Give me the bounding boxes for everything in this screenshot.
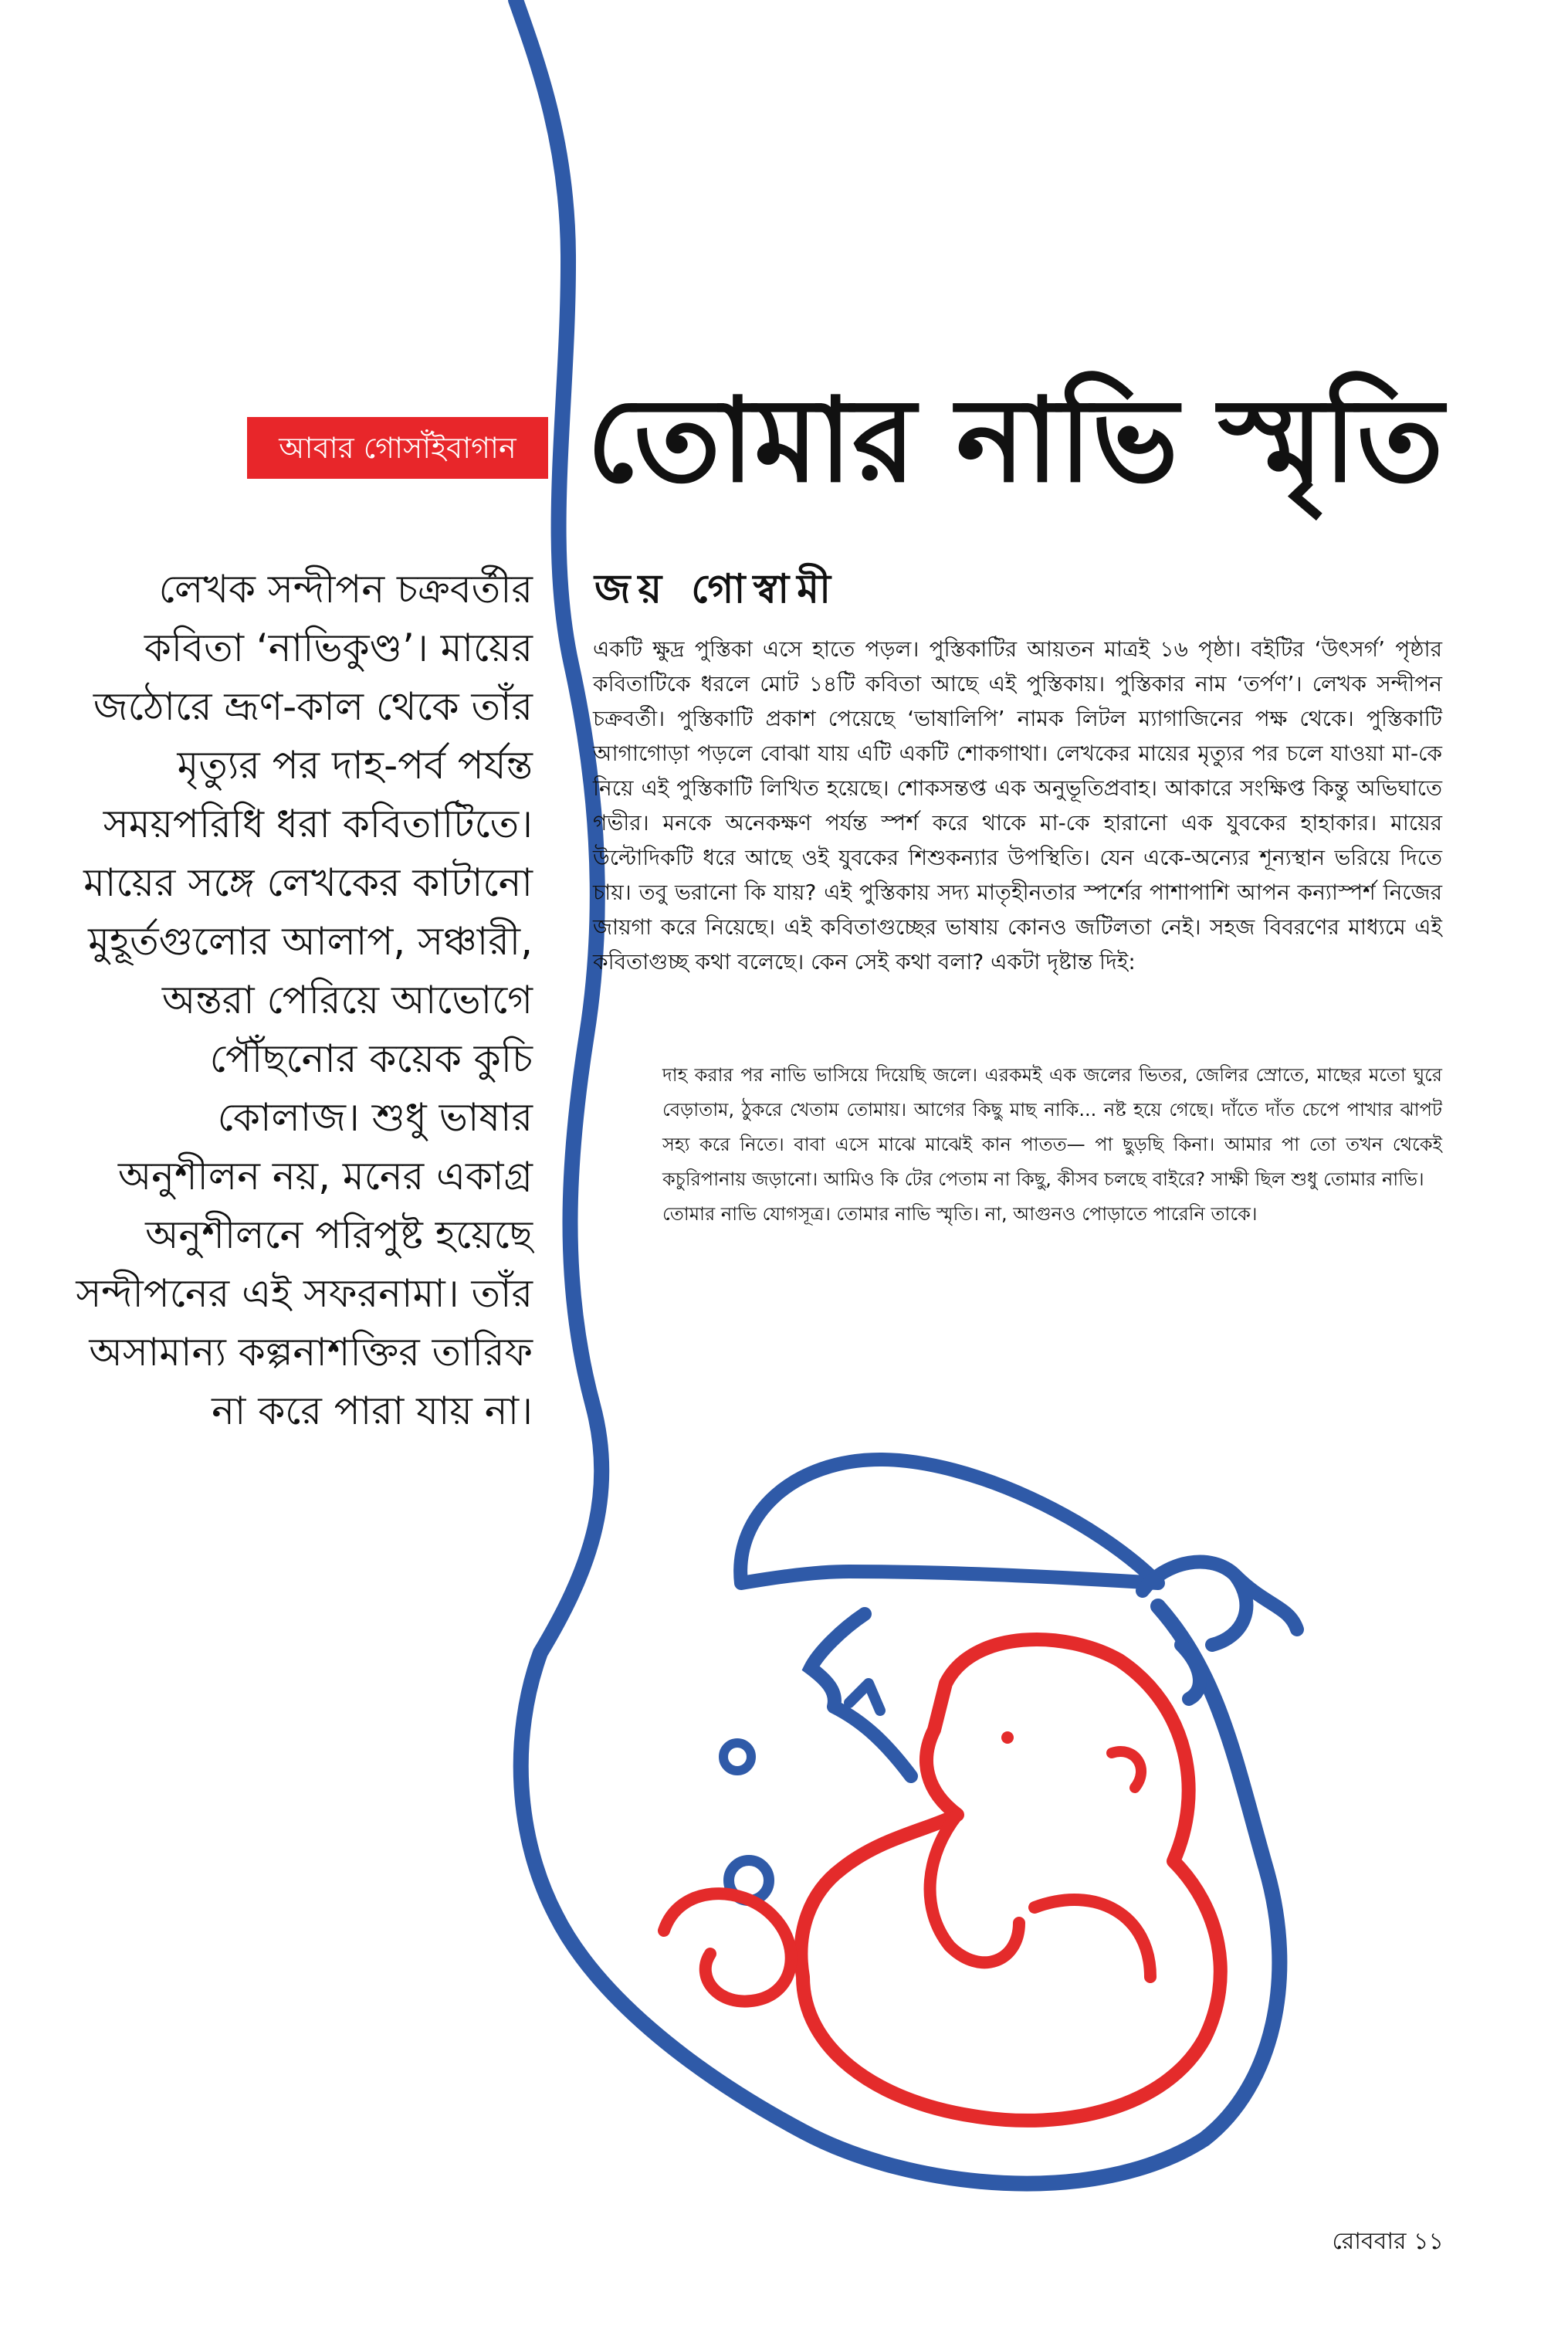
- blue-bubble-small: [723, 1743, 751, 1771]
- article-body: একটি ক্ষুদ্র পুস্তিকা এসে হাতে পড়ল। পুস্তিকাটির আয়তন মাত্রই ১৬ পৃষ্ঠা। বইটির ‘উৎসর্গ’ পৃষ্ঠার কবিতাটিকে ধরলে মোট ১৪টি কবিতা আছে এই পুস্তিকায়। পুস্তিকার নাম ‘তর্পণ’। লেখক সন্দীপন চক্রবর্তী। পুস্তিকাটি প্রকাশ পেয়েছে ‘ভাষালিপি’ নামক লিটল ম্যাগাজিনের পক্ষ থেকে। পুস্তিকাটি আগাগোড়া পড়লে বোঝা যায় এটি একটি শোকগাথা। লেখকের মায়ের মৃত্যুর পর চলে যাওয়া মা-কে নিয়ে এই পুস্তিকাটি লিখিত হয়েছে। শোকসন্তপ্ত এক অনুভূতিপ্রবাহ। আকারে সংক্ষিপ্ত কিন্তু অভিঘাতে গভীর। মনকে অনেকক্ষণ পর্যন্ত স্পর্শ করে থাকে মা-কে হারানো এক যুবকের হাহাকার। মায়ের উল্টোদিকটি ধরে আছে ওই যুবকের শিশুকন্যার উপস্থিতি। যেন একে-অন্যের শূন্যস্থান ভরিয়ে দিতে চায়। তবু ভরানো কি যায়? এই পুস্তিকায় সদ্য মাতৃহীনতার স্পর্শের পাশাপাশি আপন কন্যাস্পর্শ নিজের জায়গা করে নিয়েছে। এই কবিতাগুচ্ছের ভাষায় কোনও জটিলতা নেই। সহজ বিবরণের মাধ্যমে এই কবিতাগুচ্ছ কথা বলেছে। কেন সেই কথা বলা? একটা দৃষ্টান্ত দিই:: [593, 636, 1442, 975]
- pull-quote: লেখক সন্দীপন চক্রবর্তীর কবিতা ‘নাভিকুণ্ড’। মায়ের জঠোরে ভ্রূণ-কাল থেকে তাঁর মৃত্যুর পর দাহ-পর্ব পর্যন্ত সময়পরিধি ধরা কবিতাটিতে। মায়ের সঙ্গে লেখকের কাটানো মুহূর্তগুলোর আলাপ, সঞ্চারী, অন্তরা পেরিয়ে আভোগে পৌঁছনোর কয়েক কুচি কোলাজ। শুধু ভাষার অনুশীলন নয়, মনের একাগ্র অনুশীলনে পরিপুষ্ট হয়েছে সন্দীপনের এই সফরনামা। তাঁর অসামান্য কল্পনাশক্তির তারিফ না করে পারা যায় না।: [76, 567, 533, 1433]
- poem-excerpt-paragraph: তোমার নাভি যোগসূত্র। তোমার নাভি স্মৃতি। না, আগুনও পোড়াতে পারেনি তাকে।: [662, 1203, 1258, 1225]
- section-tag: আবার গোসাঁইবাগান: [247, 417, 548, 479]
- fetus-arm: [930, 1815, 1019, 1962]
- fetus-leg: [664, 1894, 791, 2001]
- mother-eye: [849, 1683, 880, 1711]
- page-folio: রোববার ১১: [1332, 2228, 1444, 2255]
- fetus-eye: [1001, 1731, 1014, 1744]
- headline: তোমার নাভি স্মৃতি: [587, 372, 1444, 508]
- fetus-ear: [1112, 1751, 1141, 1788]
- poem-excerpt: [662, 1058, 1442, 1232]
- mother-head-cap: [740, 1460, 1158, 1583]
- byline: জয় গোস্বামী: [594, 566, 838, 612]
- fetus-knee-curve: [1035, 1900, 1150, 1977]
- mother-hair-knot: [1143, 1562, 1297, 1699]
- poem-excerpt-paragraph: দাহ করার পর নাভি ভাসিয়ে দিয়েছি জলে। এরকমই এক জলের ভিতর, জেলির স্রোতে, মাছের মতো ঘুরে বেড়াতাম, ঠুকরে খেতাম তোমায়। আগের কিছু মাছ নাকি... নষ্ট হয়ে গেছে। দাঁতে দাঁত চেপে পাখার ঝাপট সহ্য করে নিতে। বাবা এসে মাঝে মাঝেই কান পাতত— পা ছুড়ছি কিনা। আমার পা তো তখন থেকেই কচুরিপানায় জড়ানো। আমিও কি টের পেতাম না কিছু, কীসব চলছে বাইরে? সাক্ষী ছিল শুধু তোমার নাভি।: [662, 1064, 1442, 1190]
- fetus-outline: [801, 1639, 1220, 2121]
